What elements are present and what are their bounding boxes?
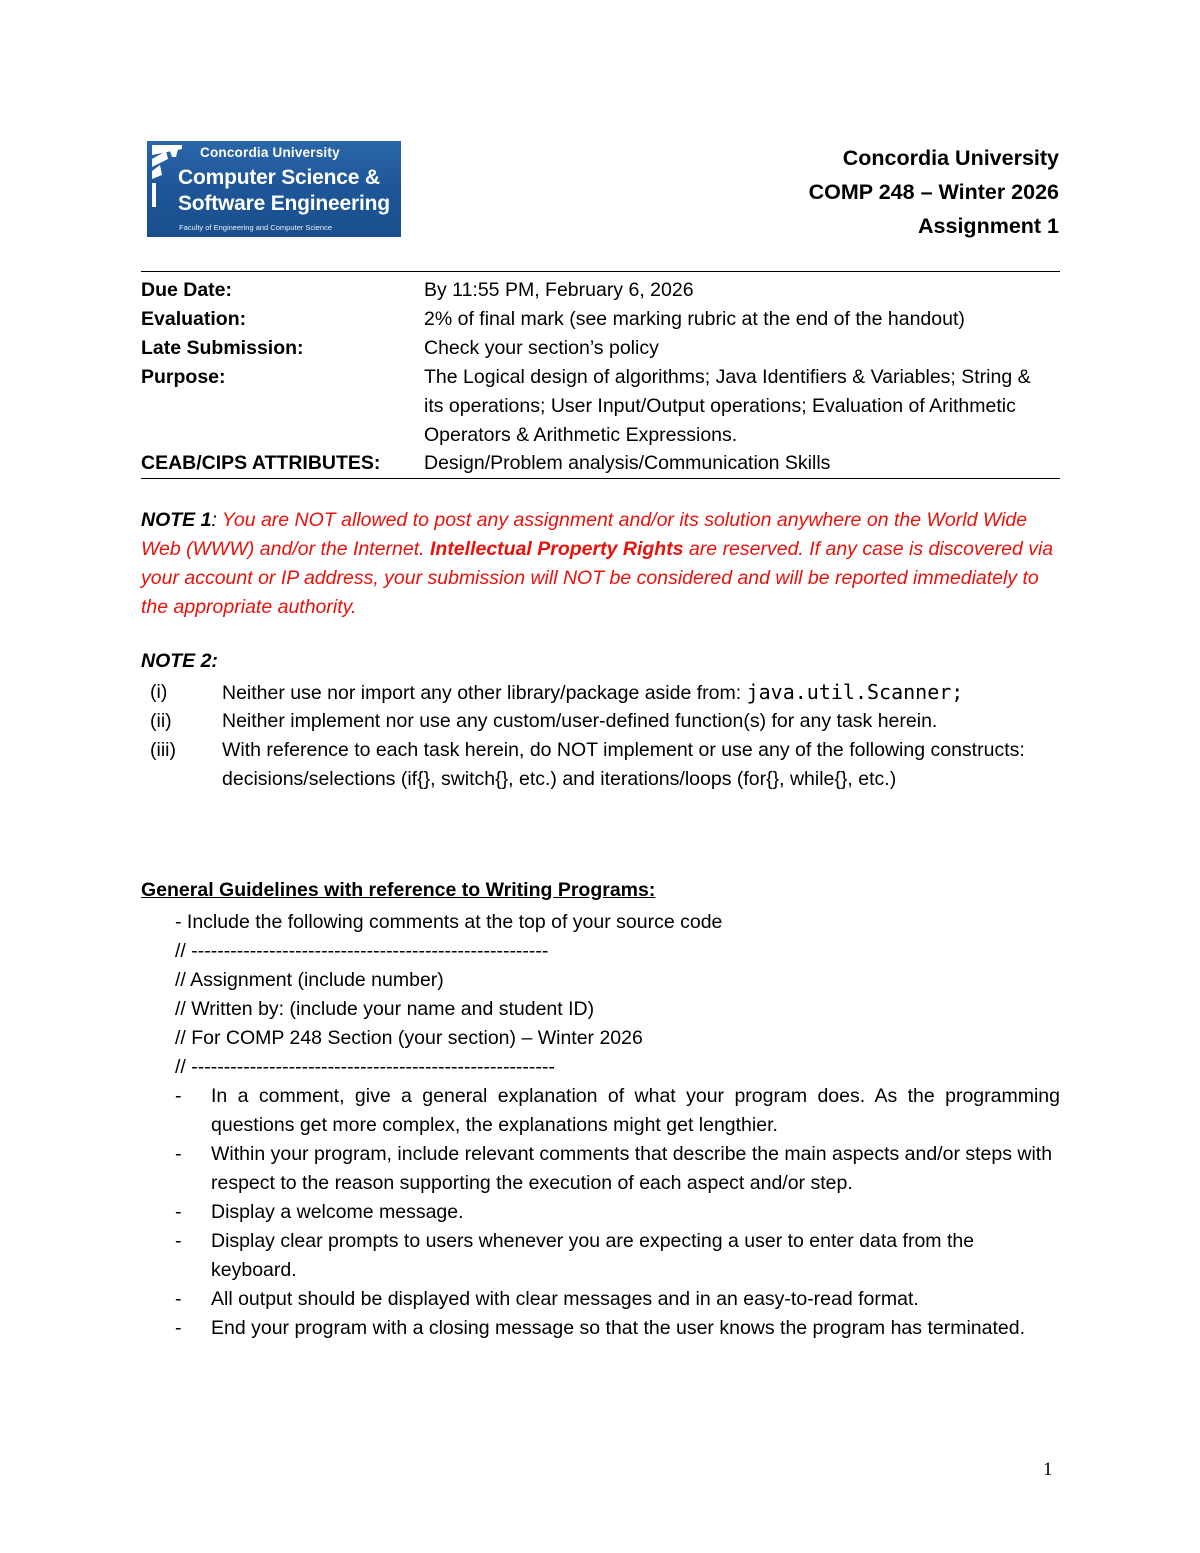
department-logo: [147, 141, 401, 237]
late-submission-value: Check your section’s policy: [424, 337, 659, 359]
guideline-bullet: Within your program, include relevant comments that describe the main aspects and/or steps with respect to the reason supporting the execution of each aspect and/or step.: [211, 1143, 1053, 1194]
bottom-rule: [141, 478, 1060, 479]
due-date-value: By 11:55 PM, February 6, 2026: [424, 279, 694, 301]
ceab-value: Design/Problem analysis/Communication Skills: [424, 452, 831, 474]
guideline-bullet: Display a welcome message.: [211, 1201, 464, 1223]
logo-dept-line1: Computer Science &: [178, 166, 380, 189]
evaluation-label: Evaluation:: [141, 308, 247, 330]
ceab-label: CEAB/CIPS ATTRIBUTES:: [141, 452, 381, 474]
top-rule: [141, 271, 1060, 272]
note-2-item-num: (i): [150, 681, 168, 703]
evaluation-value: 2% of final mark (see marking rubric at the end of the handout): [424, 308, 965, 330]
bullet-marker: -: [175, 1085, 182, 1107]
guideline-bullet: All output should be displayed with clear messages and in an easy-to-read format.: [211, 1288, 919, 1310]
note-1-colon: :: [211, 509, 222, 531]
note-1-text-a: You are NOT allowed to post any assignment and/or its solution anywhere on the World Wide Web (WWW) and/or the Internet.: [141, 509, 1028, 560]
note-2-item-num: (ii): [150, 710, 172, 732]
note-2-item: [222, 678, 1060, 708]
header-course: COMP 248 – Winter 2026: [808, 180, 1059, 204]
purpose-value: The Logical design of algorithms; Java Identifiers & Variables; String & its operations; User Input/Output operations; Evaluation of Arithmetic Operators & Arithmetic Expressions.: [424, 366, 1031, 446]
comment-line: // -------------------------------------------------------: [175, 940, 549, 962]
note-2-item-text: Neither implement nor use any custom/user-defined function(s) for any task herein.: [222, 710, 938, 732]
note-2-item-text: Neither use nor import any other library/package aside from:: [222, 682, 747, 704]
comment-line: // Written by: (include your name and student ID): [175, 998, 595, 1020]
note-1-text-b: are reserved. If any case is discovered via your account or IP address, your submission will NOT be considered and will be reported immediately to the appropriate authority.: [141, 538, 1054, 618]
logo-university-name: Concordia University: [200, 145, 340, 160]
guideline-bullet: Display clear prompts to users whenever you are expecting a user to enter data from the keyboard.: [211, 1230, 975, 1281]
bullet-marker: -: [175, 1201, 182, 1223]
guideline-bullet: End your program with a closing message so that the user knows the program has terminated.: [211, 1317, 1025, 1339]
comment-line: // For COMP 248 Section (your section) – Winter 2026: [175, 1027, 643, 1049]
note-1-ip-rights: Intellectual Property Rights: [429, 538, 684, 560]
late-submission-label: Late Submission:: [141, 337, 304, 359]
note-2-item-num: (iii): [150, 739, 176, 761]
bullet-marker: -: [175, 1143, 182, 1165]
comment-line: // --------------------------------------------------------: [175, 1056, 555, 1078]
note-1-label: NOTE 1: [141, 509, 212, 531]
due-date-label: Due Date:: [141, 279, 233, 301]
bullet-marker: -: [175, 1288, 182, 1310]
guidelines-intro: - Include the following comments at the top of your source code: [175, 911, 723, 933]
guidelines-title: General Guidelines with reference to Writing Programs:: [141, 879, 656, 901]
bullet-marker: -: [175, 1230, 182, 1252]
note-1: [141, 506, 1060, 622]
page-number: 1: [1043, 1459, 1053, 1480]
logo-faculty: Faculty of Engineering and Computer Science: [179, 223, 333, 232]
header-assignment: Assignment 1: [918, 214, 1059, 238]
note-2-label: NOTE 2:: [141, 650, 218, 672]
bullet-marker: -: [175, 1317, 182, 1339]
note-2-item-text: With reference to each task herein, do NOT implement or use any of the following constructs: decisions/selections (if{}, switch{}, etc.) and iterations/loops (for{}, while{}, etc.): [222, 739, 1025, 790]
header-university: Concordia University: [842, 146, 1059, 170]
guideline-bullet: In a comment, give a general explanation of what your program does. As the programming questions get more complex, the explanations might get lengthier.: [211, 1085, 1060, 1136]
purpose-label: Purpose:: [141, 366, 226, 388]
comment-line: // Assignment (include number): [175, 969, 444, 991]
logo-dept-line2: Software Engineering: [178, 192, 390, 215]
note-2-item-code: java.util.Scanner;: [746, 680, 964, 704]
